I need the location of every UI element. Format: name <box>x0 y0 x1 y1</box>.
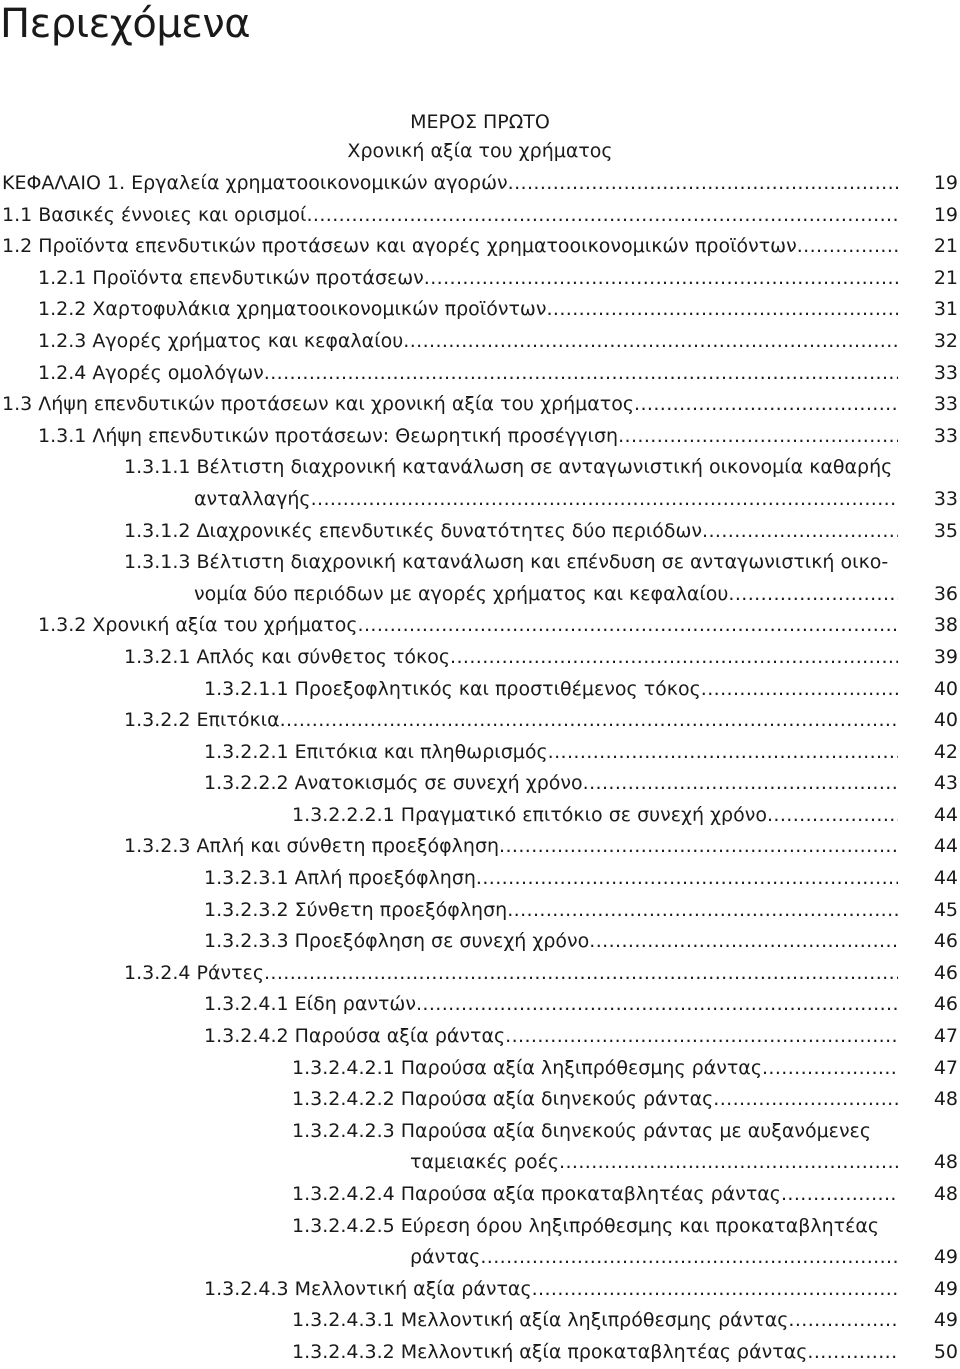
toc-entry-1-1[interactable] <box>0 200 960 232</box>
toc-entry-page: 38 <box>933 614 958 637</box>
toc-entry-1-2-4[interactable] <box>0 358 960 390</box>
toc-entry-1-3[interactable] <box>0 389 960 421</box>
toc-entry-1-3-2-4-2-4[interactable] <box>0 1179 960 1211</box>
toc-entry-page: 48 <box>933 1151 958 1174</box>
toc-entry-1-3-2-4-2[interactable] <box>0 1021 960 1053</box>
toc-entry-title-line-1: 1.3.1.1 Βέλτιστη διαχρονική κατανάλωση σε ανταγωνιστική οικονομία καθαρής <box>124 456 893 479</box>
toc-entry-title: 1.3.2.3 Απλή και σύνθετη προεξόφληση ..... <box>124 831 898 863</box>
toc-entry-1-3-1-1[interactable] <box>0 452 960 484</box>
toc-entry-title: 1.3.2.4.2 Παρούσα αξία ράντας ..... <box>204 1021 898 1053</box>
toc-entry-1-3-2-4-2-3-continued[interactable] <box>0 1147 960 1179</box>
toc-entry-1-3-2-3-1[interactable] <box>0 863 960 895</box>
toc-entry-title: 1.3.1.2 Διαχρονικές επενδυτικές δυνατότητες δύο περιόδων ..... <box>124 516 898 548</box>
toc-entry-page: 33 <box>933 361 958 384</box>
toc-entry-1-3-2-2[interactable] <box>0 705 960 737</box>
toc-entry-page: 40 <box>933 709 958 732</box>
toc-entry-page: 47 <box>933 1056 958 1079</box>
page-title: Περιεχόμενα <box>0 1 251 47</box>
toc-entry-1-3-2-4-3-1[interactable] <box>0 1305 960 1337</box>
toc-entry-title-line-2: ανταλλαγής ..... <box>194 484 898 516</box>
toc-entry-title: 1.3.2.4.2.2 Παρούσα αξία διηνεκούς ράντας ..... <box>292 1084 898 1116</box>
toc-entry-title-line-2: ταμειακές ροές ..... <box>410 1147 898 1179</box>
toc-entry-title: ΚΕΦΑΛΑΙΟ 1. Εργαλεία χρηματοοικονομικών αγορών ..... <box>2 168 898 200</box>
toc-entry-page: 21 <box>933 235 958 258</box>
toc-entry-page: 31 <box>933 298 958 321</box>
toc-entry-title: 1.3 Λήψη επενδυτικών προτάσεων και χρονική αξία του χρήματος ..... <box>2 389 898 421</box>
toc-entry-title: 1.2.3 Αγορές χρήματος και κεφαλαίου ..... <box>38 326 898 358</box>
toc-entry-1-2-2[interactable] <box>0 294 960 326</box>
toc-entry-title: 1.2.2 Χαρτοφυλάκια χρηματοοικονομικών προϊόντων ..... <box>38 294 898 326</box>
toc-entry-page: 44 <box>933 867 958 890</box>
toc-entry-title <box>292 1211 898 1243</box>
toc-entry-page: 42 <box>933 740 958 763</box>
toc-entry-title: 1.2 Προϊόντα επενδυτικών προτάσεων και αγορές χρηματοοικονομικών προϊόντων ..... <box>2 231 898 263</box>
toc-entry-1-3-1-1-continued[interactable] <box>0 484 960 516</box>
toc-entry-page: 39 <box>933 645 958 668</box>
toc-entry-1-3-2-4-2-5[interactable] <box>0 1211 960 1243</box>
toc-entry-title: 1.3.2.3.1 Απλή προεξόφληση ..... <box>204 863 898 895</box>
toc-entry-title: 1.3.2.4.3.1 Μελλοντική αξία ληξιπρόθεσμης ράντας ..... <box>292 1305 898 1337</box>
toc-entry-page: 49 <box>933 1277 958 1300</box>
toc-entry-1-3-2[interactable] <box>0 610 960 642</box>
toc-entry-page: 33 <box>933 393 958 416</box>
toc-entry-title: 1.3.2.1.1 Προεξοφλητικός και προστιθέμενος τόκος ..... <box>204 674 898 706</box>
toc-entry-1-3-1-3-continued[interactable] <box>0 579 960 611</box>
toc-entry-page: 43 <box>933 772 958 795</box>
toc-entry-title: 1.3.2.2.2.1 Πραγματικό επιτόκιο σε συνεχή χρόνο ..... <box>292 800 898 832</box>
toc-entry-1-2[interactable] <box>0 231 960 263</box>
toc-entry-page: 32 <box>933 329 958 352</box>
toc-entry-page: 44 <box>933 803 958 826</box>
toc-entry-1-3-2-4-3-2[interactable] <box>0 1337 960 1369</box>
toc-entry-page: 33 <box>933 424 958 447</box>
toc-entry-page: 19 <box>933 203 958 226</box>
part-label: ΜΕΡΟΣ ΠΡΩΤΟ <box>410 111 550 133</box>
toc-entry-page: 45 <box>933 898 958 921</box>
toc-entry-title: 1.2.1 Προϊόντα επενδυτικών προτάσεων ..... <box>38 263 898 295</box>
toc-entry-title: 1.3.2.4 Ράντες ..... <box>124 958 898 990</box>
toc-entry-title-line-1: 1.3.2.4.2.5 Εύρεση όρου ληξιπρόθεσμης και προκαταβλητέας <box>292 1214 880 1237</box>
toc-entry-title-line-1: 1.3.1.3 Βέλτιστη διαχρονική κατανάλωση και επένδυση σε ανταγωνιστική οικο- <box>124 551 889 574</box>
toc-entry-1-3-2-4-2-5-continued[interactable] <box>0 1242 960 1274</box>
toc-entry-page: 47 <box>933 1025 958 1048</box>
toc-entry-page: 46 <box>933 961 958 984</box>
toc-entry-page: 44 <box>933 835 958 858</box>
toc-entry-1-3-2-2-2-1[interactable] <box>0 800 960 832</box>
part-subtitle: Χρονική αξία του χρήματος <box>347 140 613 162</box>
toc-entry-page: 49 <box>933 1246 958 1269</box>
toc-entry-title-line-2: ράντας ..... <box>410 1242 898 1274</box>
toc-entry-page: 48 <box>933 1183 958 1205</box>
toc-entry-1-2-3[interactable] <box>0 326 960 358</box>
toc-entry-title: 1.3.2.1 Απλός και σύνθετος τόκος ..... <box>124 642 898 674</box>
toc-entry-page: 50 <box>933 1340 958 1363</box>
toc-entry-1-3-2-4-3[interactable] <box>0 1274 960 1306</box>
toc-entry-page: 19 <box>933 172 958 194</box>
toc-entry-page: 46 <box>933 993 958 1016</box>
toc-entry-page: 35 <box>933 519 958 542</box>
toc-entry-1-3-2-3[interactable] <box>0 831 960 863</box>
toc-entry-title <box>124 547 898 579</box>
toc-entry-title: 1.3.2.4.2.4 Παρούσα αξία προκαταβλητέας ράντας ..... <box>292 1179 898 1211</box>
toc-entry-1-3-2-1[interactable] <box>0 642 960 674</box>
toc-entry-title: 1.3.2.3.2 Σύνθετη προεξόφληση ..... <box>204 895 898 927</box>
toc-entry-1-3-1-2[interactable] <box>0 516 960 548</box>
toc-entry-title: 1.3.1 Λήψη επενδυτικών προτάσεων: Θεωρητική προσέγγιση ..... <box>38 421 898 453</box>
toc-entry-1-3-2-2-2[interactable] <box>0 768 960 800</box>
toc-entry-title: 1.3.2.4.2.1 Παρούσα αξία ληξιπρόθεσμης ράντας ..... <box>292 1053 898 1085</box>
toc-entry-title: 1.3.2.3.3 Προεξόφληση σε συνεχή χρόνο ..... <box>204 926 898 958</box>
toc-entry-page: 21 <box>933 266 958 289</box>
toc-entry-chapter-1[interactable] <box>0 168 960 200</box>
toc-entry-1-3-2-4-2-3[interactable] <box>0 1116 960 1148</box>
toc-entry-page: 40 <box>933 677 958 700</box>
toc-entry-title: 1.3.2 Χρονική αξία του χρήματος ..... <box>38 610 898 642</box>
toc-entry-title: 1.3.2.4.1 Είδη ραντών ..... <box>204 989 898 1021</box>
toc-entry-1-2-1[interactable] <box>0 263 960 295</box>
toc-entry-title: 1.3.2.4.3.2 Μελλοντική αξία προκαταβλητέας ράντας ..... <box>292 1337 898 1369</box>
toc-entry-page: 33 <box>933 487 958 510</box>
toc-entry-1-3-2-3-2[interactable] <box>0 895 960 927</box>
toc-entry-title <box>124 452 898 484</box>
toc-entry-1-3-2-4-1[interactable] <box>0 989 960 1021</box>
toc-entry-title: 1.3.2.2.2 Ανατοκισμός σε συνεχή χρόνο ..... <box>204 768 898 800</box>
toc-entry-1-3-2-2-1[interactable] <box>0 737 960 769</box>
toc-entry-1-3-2-4[interactable] <box>0 958 960 990</box>
toc-entry-page: 48 <box>933 1088 958 1111</box>
toc-entry-1-3-2-4-2-2[interactable] <box>0 1084 960 1116</box>
toc-entry-page: 49 <box>933 1309 958 1332</box>
toc-entry-1-3-1[interactable] <box>0 421 960 453</box>
toc-entry-title: 1.3.2.2.1 Επιτόκια και πληθωρισμός ..... <box>204 737 898 769</box>
toc-entry-1-3-2-3-3[interactable] <box>0 926 960 958</box>
toc-entry-title: 1.3.2.4.3 Μελλοντική αξία ράντας ..... <box>204 1274 898 1306</box>
toc-entry-title: 1.2.4 Αγορές ομολόγων ..... <box>38 358 898 390</box>
table-of-contents <box>0 168 960 1369</box>
toc-entry-title: 1.1 Βασικές έννοιες και ορισμοί ..... <box>2 200 898 232</box>
toc-entry-1-3-2-1-1[interactable] <box>0 674 960 706</box>
toc-entry-title-line-1: 1.3.2.4.2.3 Παρούσα αξία διηνεκούς ράντας με αυξανόμενες <box>292 1119 871 1142</box>
toc-entry-page: 46 <box>933 930 958 953</box>
toc-entry-page: 36 <box>933 582 958 605</box>
toc-entry-title: 1.3.2.2 Επιτόκια ..... <box>124 705 898 737</box>
toc-entry-1-3-2-4-2-1[interactable] <box>0 1053 960 1085</box>
toc-entry-title-line-2: νομία δύο περιόδων με αγορές χρήματος και κεφαλαίου ..... <box>194 579 898 611</box>
toc-entry-1-3-1-3[interactable] <box>0 547 960 579</box>
toc-entry-title <box>292 1116 898 1148</box>
